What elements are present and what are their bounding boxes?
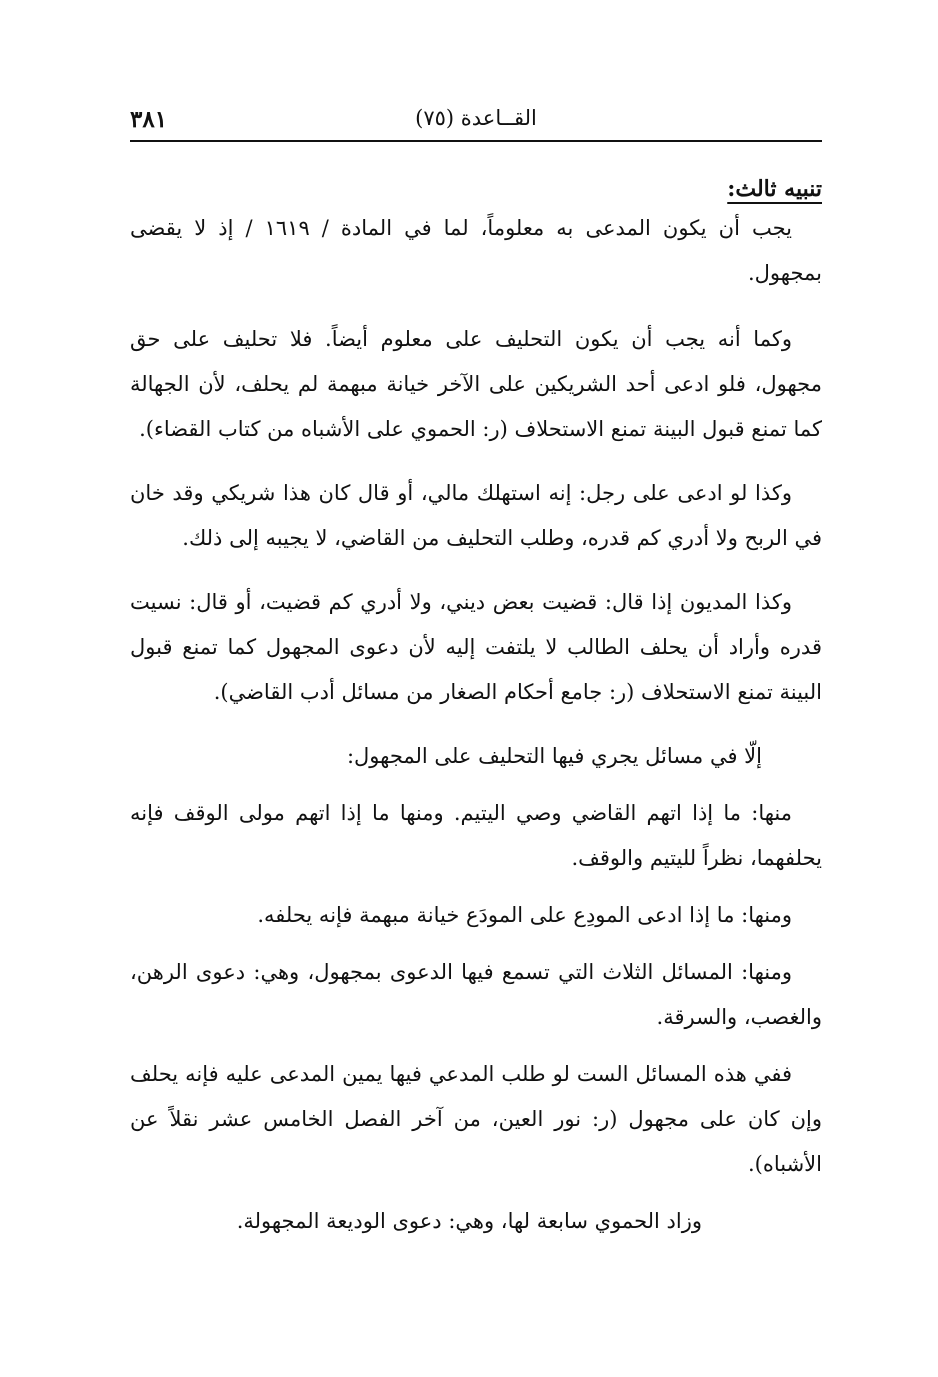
paragraph-2: وكما أنه يجب أن يكون التحليف على معلوم أيضاً. فلا تحليف على حق مجهول، فلو ادعى أحد الشريكين على الآخر خيانة مبهمة لم يحلف، لأن الجهالة كما تمنع قبول البينة تمنع الاستحلاف (ر: الحموي على الأشباه من كتاب القضاء).: [130, 327, 822, 442]
paragraph-1: يجب أن يكون المدعى به معلوماً، لما في المادة / ١٦١٩ / إذ لا يقضى بمجهول.: [130, 216, 822, 286]
document-page: [130, 100, 822, 1244]
paragraph-8: ومنها: المسائل الثلاث التي تسمع فيها الدعوى بمجهول، وهي: دعوى الرهن، والغصب، والسرقة.: [130, 960, 822, 1030]
paragraph-6: منها: ما إذا اتهم القاضي وصي اليتيم. ومنها ما إذا اتهم مولى الوقف فإنه يحلفهما، نظراً لليتيم والوقف.: [130, 801, 822, 871]
section-title: تنبيه ثالث:: [727, 176, 822, 202]
paragraph-9: ففي هذه المسائل الست لو طلب المدعي فيها يمين المدعى عليه فإنه يحلف وإن كان على مجهول (ر: نور العين، من آخر الفصل الخامس عشر نقلاً عن الأشباه).: [130, 1062, 822, 1177]
paragraph-7: ومنها: ما إذا ادعى المودِع على المودَع خيانة مبهمة فإنه يحلفه.: [257, 903, 792, 928]
running-head: القــاعدة (٧٥): [415, 106, 537, 130]
page-number: ٣٨١: [130, 106, 168, 133]
paragraph-5: إلّا في مسائل يجري فيها التحليف على المجهول:: [346, 744, 762, 769]
paragraph-4: وكذا المديون إذا قال: قضيت بعض ديني، ولا أدري كم قضيت، أو قال: نسيت قدره وأراد أن يحلف الطالب لا يلتفت إليه لأن دعوى المجهول كما تمنع قبول البينة تمنع الاستحلاف (ر: جامع أحكام الصغار من مسائل أدب القاضي).: [130, 590, 822, 705]
page-header: [130, 100, 822, 142]
paragraph-10: وزاد الحموي سابعة لها، وهي: دعوى الوديعة المجهولة.: [236, 1209, 702, 1234]
paragraph-3: وكذا لو ادعى على رجل: إنه استهلك مالي، أو قال كان هذا شريكي وقد خان في الربح ولا أدري كم قدره، وطلب التحليف من القاضي، لا يجيبه إلى ذلك.: [130, 481, 822, 551]
